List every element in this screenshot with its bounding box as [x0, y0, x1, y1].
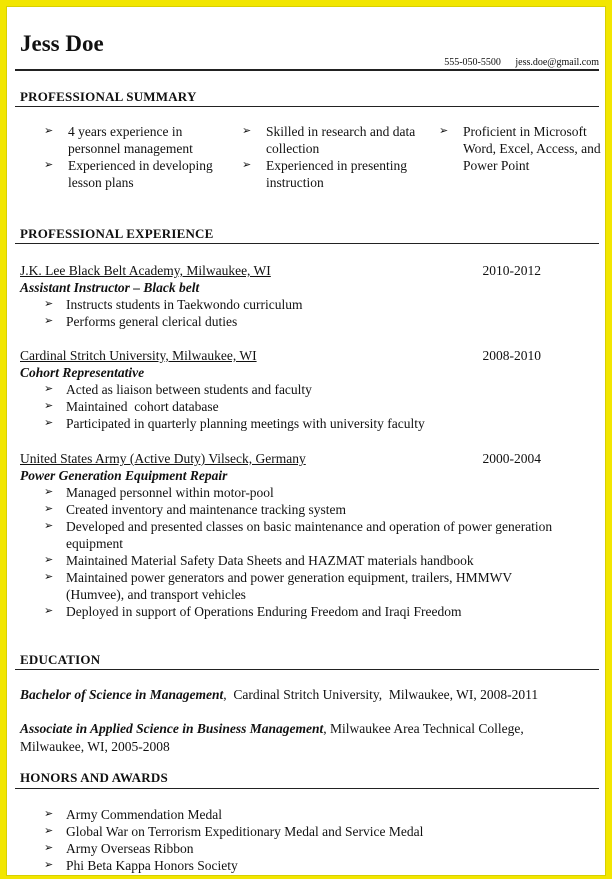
school-detail: , Milwaukee Area Technical College, Milwaukee, WI, 2005-2008 — [20, 721, 524, 754]
duty-item: ➢ Maintained Material Safety Data Sheets and HAZMAT materials handbook — [44, 553, 474, 568]
duty-list — [44, 484, 564, 620]
section-divider — [15, 669, 599, 670]
summary-item: ➢ Experienced in presenting instruction — [242, 158, 407, 190]
arrow-bullet-icon: ➢ — [44, 315, 54, 327]
summary-item: ➢ 4 years experience in personnel management — [44, 124, 193, 156]
summary-item: ➢ Experienced in developing lesson plans — [44, 158, 213, 190]
arrow-bullet-icon: ➢ — [44, 520, 54, 532]
employer-name: United States Army (Active Duty) Vilseck, Germany — [20, 451, 306, 466]
duty-item: ➢ Managed personnel within motor-pool — [44, 485, 274, 500]
arrow-bullet-icon: ➢ — [44, 554, 54, 566]
job-header — [20, 347, 591, 364]
job-title: Cohort Representative — [20, 365, 145, 380]
employment-dates: 2010-2012 — [482, 263, 541, 278]
phone-number: 555-050-5500 — [444, 57, 501, 68]
employment-dates: 2008-2010 — [482, 348, 541, 363]
education-entry — [20, 720, 590, 756]
section-title-experience: PROFESSIONAL EXPERIENCE — [20, 226, 214, 241]
duty-item: ➢ Created inventory and maintenance tracking system — [44, 502, 347, 517]
arrow-bullet-icon: ➢ — [44, 808, 54, 820]
degree-name: Associate in Applied Science in Business Management — [20, 721, 324, 736]
duty-list — [44, 381, 564, 432]
applicant-name: Jess Doe — [20, 31, 104, 56]
duty-item: ➢ Instructs students in Taekwondo curriculum — [44, 297, 303, 312]
arrow-bullet-icon: ➢ — [44, 842, 54, 854]
job-header — [20, 262, 591, 279]
employer-name: J.K. Lee Black Belt Academy, Milwaukee, WI — [20, 263, 271, 278]
duty-item: ➢ Acted as liaison between students and faculty — [44, 382, 312, 397]
duty-item: ➢ Maintained cohort database — [44, 399, 219, 414]
resume-page — [6, 6, 606, 876]
arrow-bullet-icon: ➢ — [44, 383, 54, 395]
duty-item: ➢ Participated in quarterly planning meetings with university faculty — [44, 416, 425, 431]
section-title-summary: PROFESSIONAL SUMMARY — [20, 89, 197, 104]
summary-column-1 — [44, 123, 234, 191]
arrow-bullet-icon: ➢ — [44, 417, 54, 429]
job-title: Power Generation Equipment Repair — [20, 468, 228, 483]
section-divider — [15, 788, 599, 789]
arrow-bullet-icon: ➢ — [44, 503, 54, 515]
section-title-honors: HONORS AND AWARDS — [20, 770, 168, 785]
header-divider — [15, 69, 599, 71]
summary-item: ➢ Proficient in Microsoft Word, Excel, Access, and Power Point — [439, 124, 601, 173]
contact-info — [432, 57, 599, 68]
summary-item: ➢ Skilled in research and data collection — [242, 124, 416, 156]
section-divider — [15, 106, 599, 107]
section-divider — [15, 243, 599, 244]
job-header — [20, 450, 591, 467]
honor-item: ➢ Army Overseas Ribbon — [44, 841, 194, 856]
school-detail: , Cardinal Stritch University, Milwaukee, WI, 2008-2011 — [223, 687, 539, 702]
arrow-bullet-icon: ➢ — [242, 125, 252, 137]
honor-item: ➢ Global War on Terrorism Expeditionary Medal and Service Medal — [44, 824, 424, 839]
arrow-bullet-icon: ➢ — [242, 159, 252, 171]
duty-list — [44, 296, 564, 330]
education-entry — [20, 686, 590, 704]
summary-column-2 — [242, 123, 422, 191]
duty-item: ➢ Performs general clerical duties — [44, 314, 238, 329]
arrow-bullet-icon: ➢ — [44, 125, 54, 137]
honor-item: ➢ Phi Beta Kappa Honors Society — [44, 858, 238, 873]
honor-item: ➢ Army Commendation Medal — [44, 807, 222, 822]
arrow-bullet-icon: ➢ — [44, 825, 54, 837]
employment-dates: 2000-2004 — [482, 451, 541, 466]
arrow-bullet-icon: ➢ — [44, 400, 54, 412]
summary-column-3 — [439, 123, 601, 174]
arrow-bullet-icon: ➢ — [44, 605, 54, 617]
email-address: jess.doe@gmail.com — [515, 57, 599, 68]
duty-item: ➢ Developed and presented classes on basic maintenance and operation of power generation equipment — [44, 519, 553, 551]
duty-item: ➢ Deployed in support of Operations Enduring Freedom and Iraqi Freedom — [44, 604, 462, 619]
job-title: Assistant Instructor – Black belt — [20, 280, 200, 295]
employer-name: Cardinal Stritch University, Milwaukee, WI — [20, 348, 257, 363]
arrow-bullet-icon: ➢ — [44, 571, 54, 583]
arrow-bullet-icon: ➢ — [44, 159, 54, 171]
arrow-bullet-icon: ➢ — [44, 859, 54, 871]
section-title-education: EDUCATION — [20, 652, 101, 667]
arrow-bullet-icon: ➢ — [439, 125, 449, 137]
degree-name: Bachelor of Science in Management — [20, 687, 224, 702]
honors-list — [44, 806, 564, 874]
arrow-bullet-icon: ➢ — [44, 298, 54, 310]
arrow-bullet-icon: ➢ — [44, 486, 54, 498]
duty-item: ➢ Maintained power generators and power generation equipment, trailers, HMMWV (Humvee), and transport vehicles — [44, 570, 512, 602]
